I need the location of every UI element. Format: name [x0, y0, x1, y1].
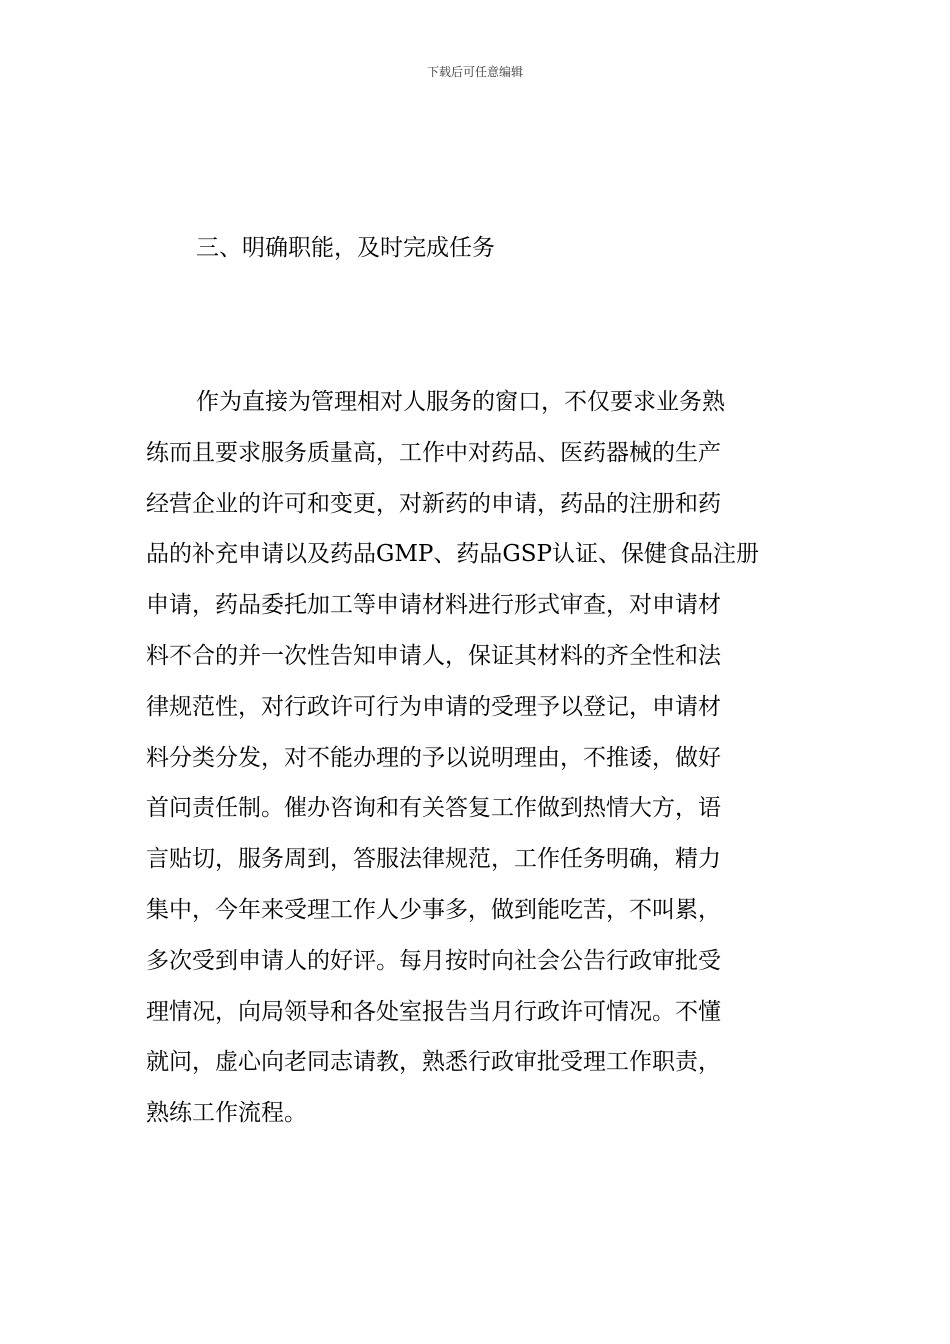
paragraph-line: 料不合的并一次性告知申请人，保证其材料的齐全性和法 [146, 642, 721, 669]
paragraph-line: 理情况，向局领导和各处室报告当月行政许可情况。不懂 [146, 998, 721, 1025]
section-heading: 三、明确职能，及时完成任务 [196, 235, 495, 261]
paragraph-line: 料分类分发，对不能办理的予以说明理由，不推诿，做好 [146, 744, 721, 771]
paragraph-line: 作为直接为管理相对人服务的窗口，不仅要求业务熟 [196, 389, 725, 415]
paragraph-line: 经营企业的许可和变更，对新药的申请，药品的注册和药 [146, 490, 721, 517]
paragraph-line: 多次受到申请人的好评。每月按时向社会公告行政审批受 [146, 947, 721, 974]
paragraph-line: 言贴切，服务周到，答服法律规范，工作任务明确，精力 [146, 846, 721, 873]
paragraph-line: 就问，虚心向老同志请教，熟悉行政审批受理工作职责， [146, 1049, 721, 1076]
paragraph-line: 首问责任制。催办咨询和有关答复工作做到热情大方，语 [146, 795, 721, 822]
paragraph-line: 集中，今年来受理工作人少事多，做到能吃苦，不叫累， [146, 896, 721, 923]
body-paragraph [146, 377, 806, 1139]
paragraph-line: 熟练工作流程。 [146, 1100, 307, 1127]
paragraph-line: 品的补充申请以及药品GMP、药品GSP认证、保健食品注册 [146, 541, 760, 568]
page-header-note: 下载后可任意编辑 [426, 65, 523, 79]
paragraph-line: 练而且要求服务质量高，工作中对药品、医药器械的生产 [146, 439, 721, 466]
paragraph-line: 律规范性，对行政许可行为申请的受理予以登记，申请材 [146, 693, 721, 720]
paragraph-line: 申请，药品委托加工等申请材料进行形式审查，对申请材 [146, 592, 721, 619]
